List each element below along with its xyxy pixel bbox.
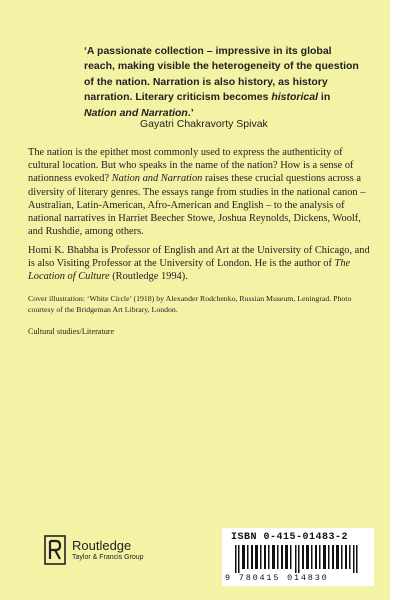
barcode-bars-icon: [227, 545, 369, 573]
quote-text-2: in: [318, 91, 331, 104]
routledge-logo-icon: [44, 535, 66, 565]
bio-italic-title: The Location of Culture: [28, 258, 351, 283]
description-italic-title: Nation and Narration: [111, 173, 203, 185]
bio-text-1: Homi K. Bhabha is Professor of English and Art at the University of Chicago, and is also Visiting Professor at the University of London. He is the author of: [28, 245, 370, 270]
cover-illustration-credit: Cover illustration: ‘White Circle’ (1918) by Alexander Rodchenko, Russian Museum, Leningrad. Photo courtesy of the Bridgeman Art Library, London.: [28, 294, 352, 314]
publisher-logo: [44, 535, 144, 565]
ean-number: 9 780415 014830: [225, 573, 329, 583]
bio-text-2: (Routledge 1994).: [109, 271, 188, 283]
author-bio: [28, 244, 371, 284]
subject-category: Cultural studies/Literature: [28, 327, 115, 336]
quote-italic-title: Nation and Narration: [84, 106, 188, 119]
publisher-name: Routledge: [72, 537, 132, 553]
publisher-group: Taylor & Francis Group: [72, 553, 144, 561]
isbn-number: ISBN 0-415-01483-2: [231, 532, 349, 543]
quote-italic-historical: historical: [271, 91, 319, 104]
isbn-barcode: [222, 528, 374, 586]
description-text-2: raises these crucial questions across a diversity of literary genres. The essays range from studies in the national canon – Australian, Latin-American, Afro-American and English – to the analysis of national narratives in Harriet Beecher Stowe, Joshua Reynolds, Dickens, Woolf, and Rushdie, among others.: [28, 173, 366, 238]
quote-text-1: ‘A passionate collection – impressive in its global reach, making visible the heterogeneity of the question of the nation. Narration is also history, as history narration. Literary criticism becomes: [84, 45, 359, 104]
description-text-1: The nation is the epithet most commonly used to express the authenticity of cultural location. But who speaks in the name of the nation? How is a sense of nationness evoked?: [28, 147, 354, 185]
review-quote: [84, 44, 364, 121]
book-description: [28, 146, 371, 238]
page-edge: [390, 0, 400, 600]
quote-attribution: Gayatri Chakravorty Spivak: [140, 118, 268, 130]
quote-text-3: .’: [187, 106, 194, 119]
